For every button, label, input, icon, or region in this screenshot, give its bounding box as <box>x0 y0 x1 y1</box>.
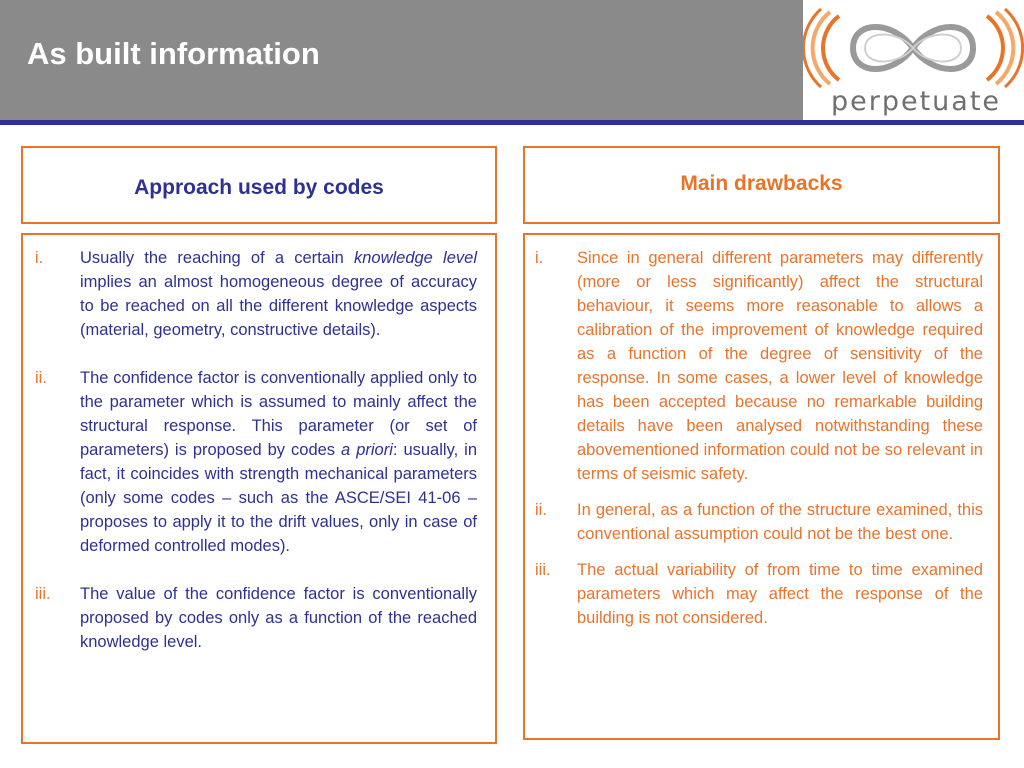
left-heading-box <box>21 146 497 224</box>
list-item-number: i. <box>35 249 44 267</box>
list-item-text <box>577 246 983 486</box>
text-run: : usually, in fact, it coincides with strength mechanical parameters (only some codes – such as the ASCE/SEI 41-06 – proposes to apply it to the drift values, only in case of deformed controlled modes). <box>80 441 478 555</box>
left-list <box>23 235 495 654</box>
list-item-number: iii. <box>535 561 551 579</box>
left-heading: Approach used by codes <box>134 176 384 199</box>
header-bar <box>0 0 803 120</box>
left-list-item <box>23 582 495 654</box>
italic-text: a priori <box>341 441 393 459</box>
list-item-text <box>80 582 477 654</box>
text-run: In general, as a function of the structure examined, this conventional assumption could not be the best one. <box>577 501 983 543</box>
logo-text: perpetuate <box>830 86 1002 117</box>
right-list <box>525 235 998 630</box>
list-item-number: i. <box>535 249 544 267</box>
text-run: The actual variability of from time to time examined parameters which may affect the response of the building is not considered. <box>577 561 983 627</box>
right-heading: Main drawbacks <box>680 172 843 195</box>
text-run: The confidence factor is conventionally applied only to the parameter which is assumed to mainly affect the structural response. This parameter (or set of parameters) is proposed by codes <box>80 369 477 459</box>
header-divider <box>0 120 1024 125</box>
logo <box>803 0 1024 120</box>
left-list-item <box>23 366 495 558</box>
right-list-item <box>525 246 998 486</box>
right-list-item <box>525 558 998 630</box>
text-run: implies an almost homogeneous degree of accuracy to be reached on all the different knowledge aspects (material, geometry, constructive details). <box>80 273 477 339</box>
list-item-number: iii. <box>35 585 51 603</box>
list-item-text <box>577 558 983 630</box>
list-item-text <box>80 366 477 558</box>
list-item-number: ii. <box>35 369 47 387</box>
text-run: The value of the confidence factor is conventionally proposed by codes only as a function of the reached knowledge level. <box>80 585 477 651</box>
list-item-text <box>577 498 983 546</box>
list-item-number: ii. <box>535 501 547 519</box>
left-content-box <box>21 233 497 744</box>
right-content-box <box>523 233 1000 740</box>
text-run: Since in general different parameters may differently (more or less significantly) affect the structural behaviour, it seems more reasonable to allows a calibration of the improvement of knowledge required as a function of the degree of sensitivity of the response. In some cases, a lower level of knowledge has been accepted because no remarkable building details have been analysed notwithstanding these abovementioned information could not be so relevant in terms of seismic safety. <box>577 249 983 483</box>
list-item-text <box>80 246 477 342</box>
text-run: Usually the reaching of a certain <box>80 249 354 267</box>
italic-text: knowledge level <box>353 249 477 267</box>
right-heading-box <box>523 146 1000 224</box>
left-list-item <box>23 246 495 342</box>
right-list-item <box>525 498 998 546</box>
page-title: As built information <box>27 36 320 71</box>
